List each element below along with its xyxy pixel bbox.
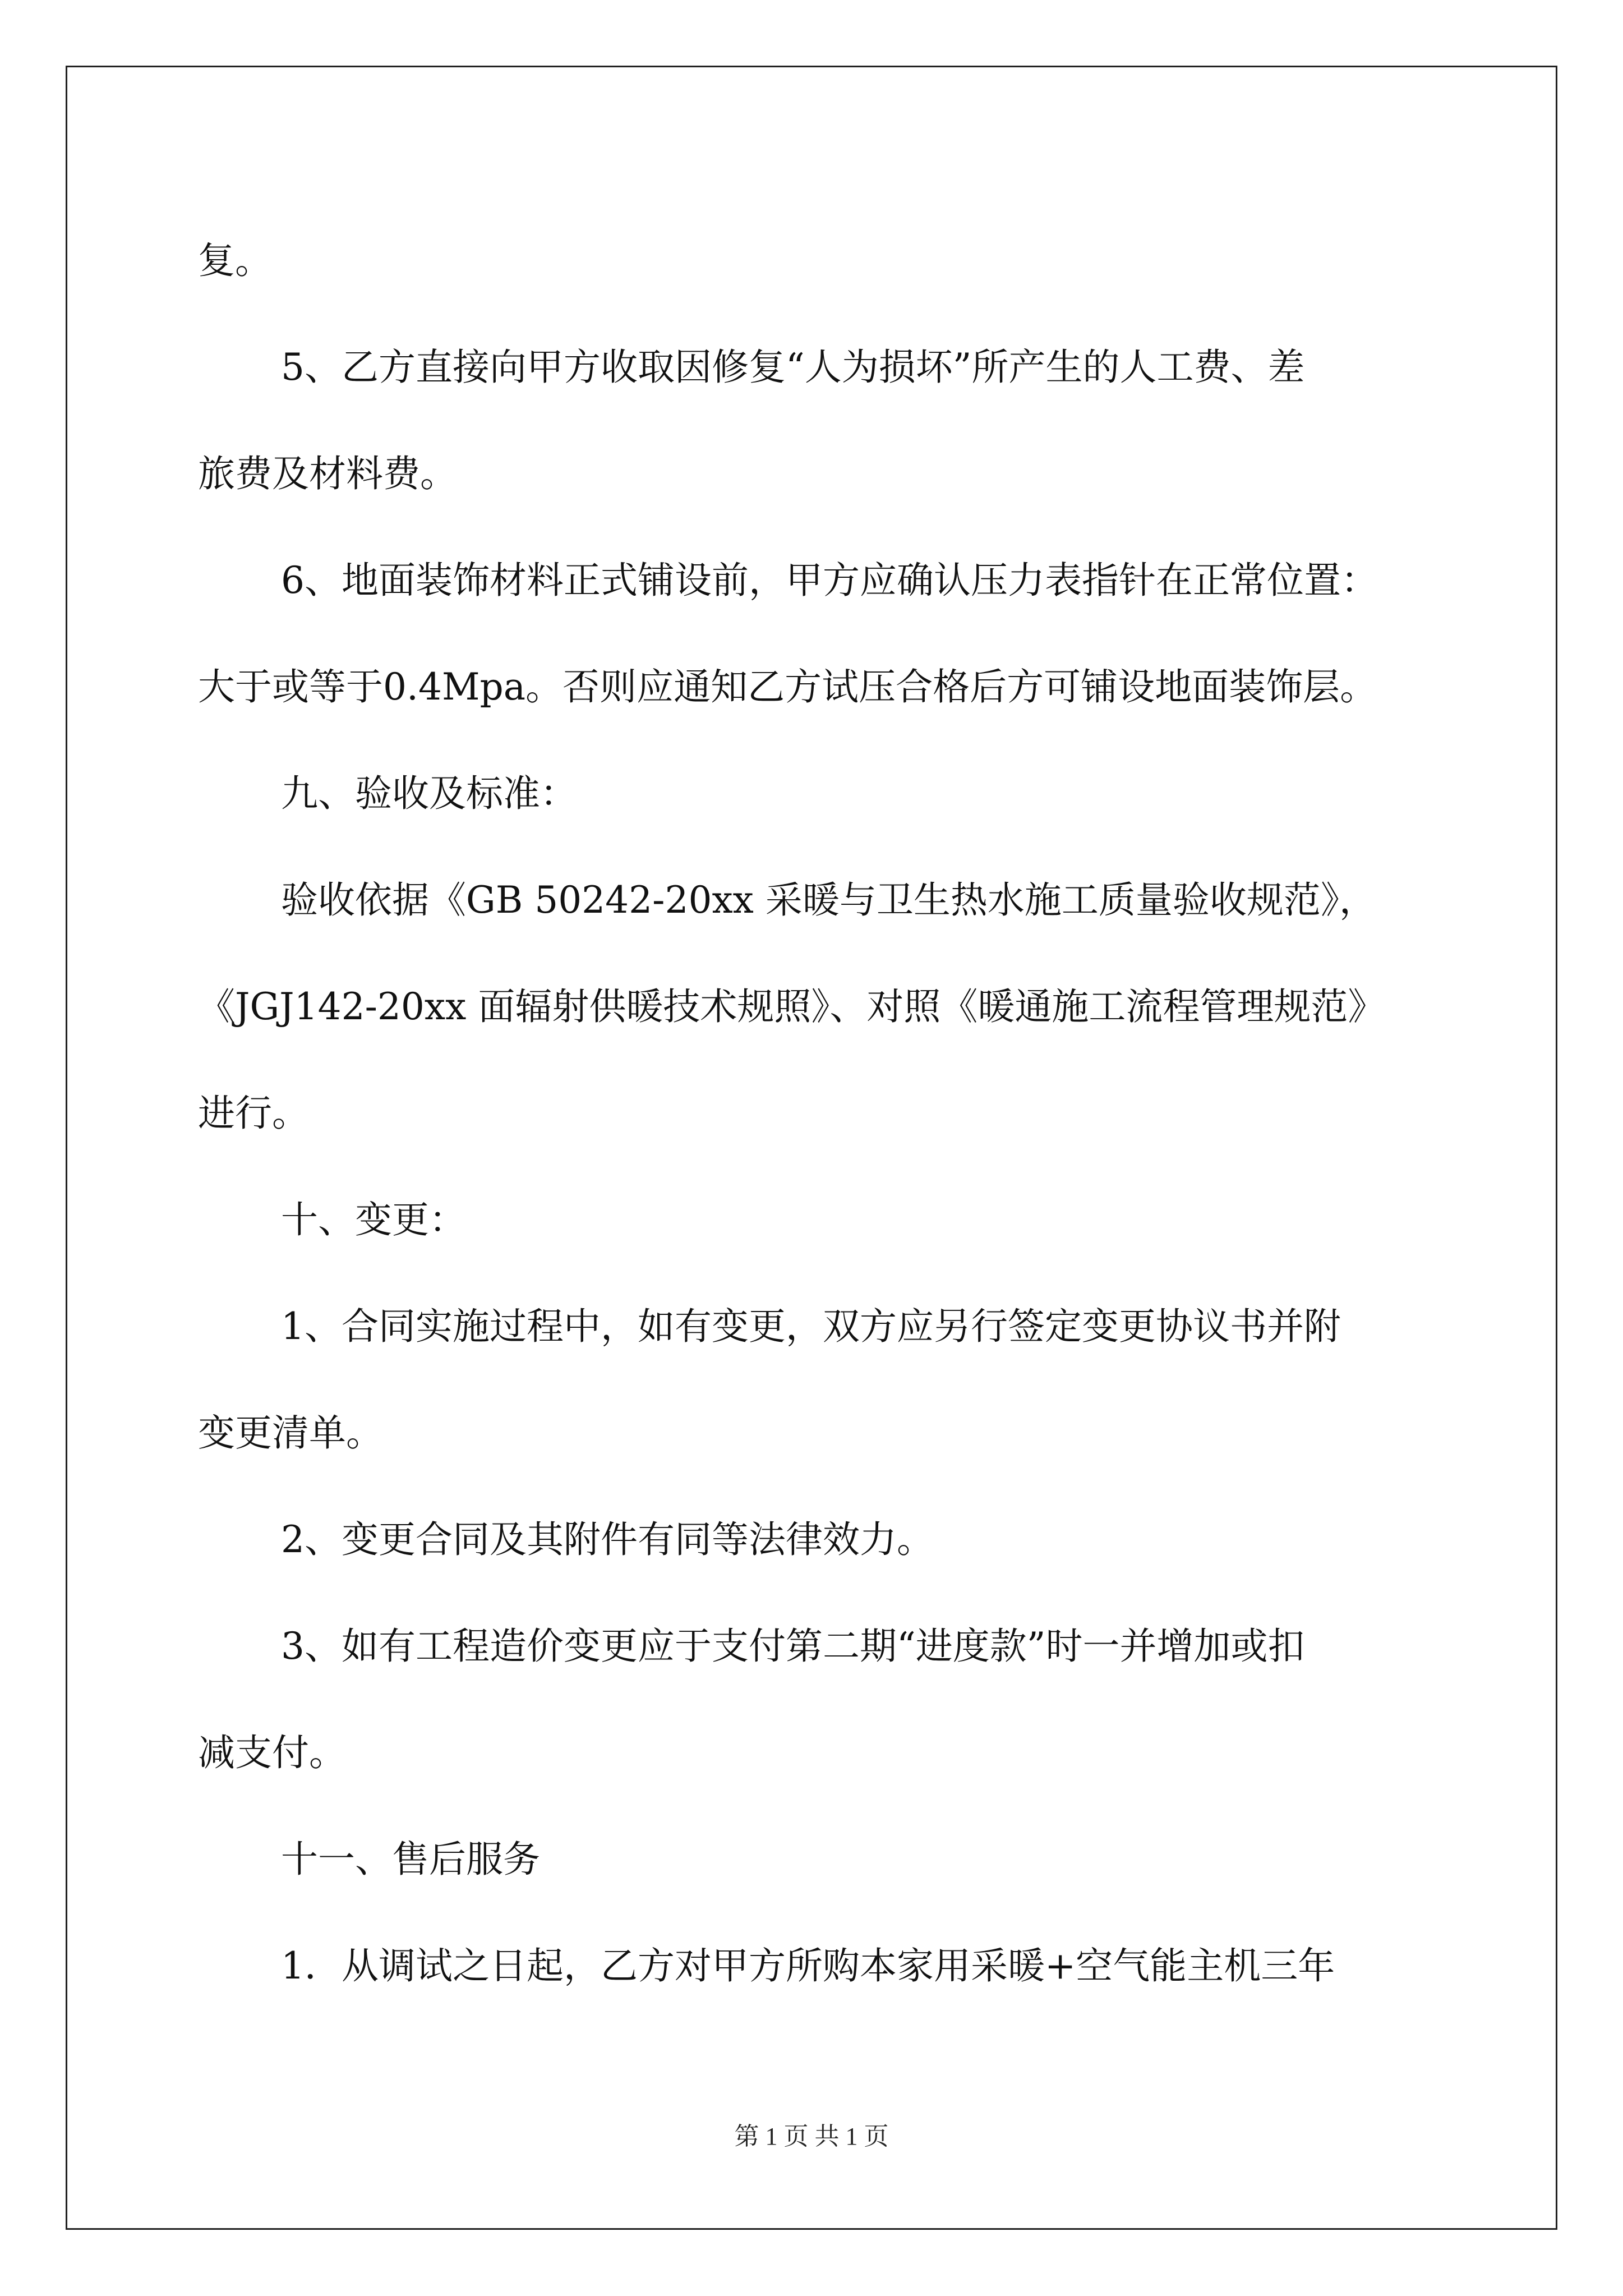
text-line: 1．从调试之日起，乙方对甲方所购本家用采暖+空气能主机三年 bbox=[281, 1944, 1335, 1987]
text-line: 验收依据《GB 50242-20xx 采暖与卫生热水施工质量验收规范》， bbox=[281, 878, 1376, 922]
text-line: 《JGJ142-20xx 面辐射供暖技术规照》、对照《暖通施工流程管理规范》 bbox=[198, 985, 1385, 1028]
text-line: 减支付。 bbox=[198, 1731, 346, 1774]
section-heading: 九、验收及标准： bbox=[281, 772, 577, 815]
text-line: 变更清单。 bbox=[198, 1411, 383, 1455]
text-line: 大于或等于0.4Mpa。否则应通知乙方试压合格后方可铺设地面装饰层。 bbox=[198, 665, 1377, 708]
text-line: 复。 bbox=[198, 239, 272, 282]
text-line: 3、如有工程造价变更应于支付第二期“进度款”时一并增加或扣 bbox=[281, 1625, 1305, 1668]
section-heading: 十、变更： bbox=[281, 1198, 466, 1241]
text-line: 5、乙方直接向甲方收取因修复“人为损坏”所产生的人工费、差 bbox=[281, 346, 1305, 389]
text-line: 进行。 bbox=[198, 1092, 309, 1135]
text-block bbox=[198, 208, 1429, 2019]
section-heading: 十一、售后服务 bbox=[281, 1838, 540, 1881]
text-line: 2、变更合同及其附件有同等法律效力。 bbox=[281, 1518, 934, 1561]
text-line: 1、合同实施过程中，如有变更，双方应另行签定变更协议书并附 bbox=[281, 1305, 1341, 1348]
text-line: 旅费及材料费。 bbox=[198, 452, 457, 495]
document-body bbox=[198, 208, 1429, 2019]
text-line: 6、地面装饰材料正式铺设前，甲方应确认压力表指针在正常位置： bbox=[281, 559, 1378, 602]
page-number-footer: 第 1 页 共 1 页 bbox=[734, 2123, 889, 2150]
